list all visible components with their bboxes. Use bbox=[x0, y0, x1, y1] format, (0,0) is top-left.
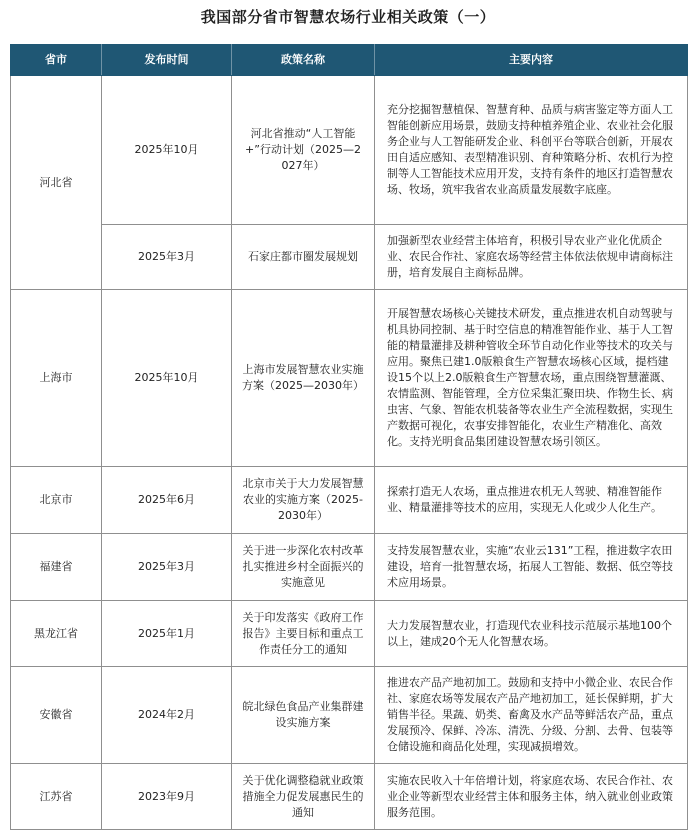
province-cell: 黑龙江省 bbox=[11, 601, 102, 667]
date-cell: 2025年1月 bbox=[102, 601, 232, 667]
province-cell: 福建省 bbox=[11, 534, 102, 601]
table-row bbox=[11, 467, 688, 534]
content-cell: 充分挖掘智慧植保、智慧育种、品质与病害鉴定等方面人工智能创新应用场景，鼓励支持种植养殖企业、农业社会化服务企业与人工智能研发企业、科创平台等联合创新，开展农田自适应感知、表型精准识别、育种策略分析、农机行为控制等人工智能技术应用开发，支持有条件的地区打造智慧农场、牧场，筑牢我省农业高质量发展数字底座。 bbox=[375, 76, 688, 225]
date-cell: 2025年10月 bbox=[102, 290, 232, 467]
header-province: 省市 bbox=[11, 45, 102, 76]
province-cell: 上海市 bbox=[11, 290, 102, 467]
content-cell: 推进农产品产地初加工。鼓励和支持中小微企业、农民合作社、家庭农场等发展农产品产地初加工，延长保鲜期，扩大销售半径。果蔬、奶类、畜禽及水产品等鲜活农产品，重点发展预冷、保鲜、冷冻、清洗、分级、分割、去骨、包装等仓储设施和商品化处理，实现减损增效。 bbox=[375, 667, 688, 764]
policy-name-cell: 石家庄都市圈发展规划 bbox=[232, 225, 375, 290]
province-cell: 安徽省 bbox=[11, 667, 102, 764]
table-row bbox=[11, 764, 688, 830]
content-cell: 支持发展智慧农业，实施“农业云131”工程，推进数字农田建设，培育一批智慧农场，拓展人工智能、数据、低空等技术应用场景。 bbox=[375, 534, 688, 601]
content-cell: 大力发展智慧农业，打造现代农业科技示范展示基地100个以上，建成20个无人化智慧农场。 bbox=[375, 601, 688, 667]
page-title: 我国部分省市智慧农场行业相关政策（一） bbox=[200, 8, 496, 26]
province-cell: 江苏省 bbox=[11, 764, 102, 830]
content-cell: 加强新型农业经营主体培育，积极引导农业产业化优质企业、农民合作社、家庭农场等经营主体依法依规申请商标注册，培育发展自主商标品牌。 bbox=[375, 225, 688, 290]
province-cell: 河北省 bbox=[11, 76, 102, 290]
date-cell: 2025年6月 bbox=[102, 467, 232, 534]
header-policy-name: 政策名称 bbox=[232, 45, 375, 76]
table-row bbox=[11, 534, 688, 601]
province-cell: 北京市 bbox=[11, 467, 102, 534]
date-cell: 2025年3月 bbox=[102, 534, 232, 601]
date-cell: 2024年2月 bbox=[102, 667, 232, 764]
date-cell: 2025年10月 bbox=[102, 76, 232, 225]
policy-name-cell: 关于优化调整稳就业政策措施全力促发展惠民生的通知 bbox=[232, 764, 375, 830]
table-row bbox=[11, 290, 688, 467]
policy-name-cell: 北京市关于大力发展智慧农业的实施方案（2025-2030年） bbox=[232, 467, 375, 534]
header-date: 发布时间 bbox=[102, 45, 232, 76]
policy-name-cell: 上海市发展智慧农业实施方案（2025—2030年） bbox=[232, 290, 375, 467]
date-cell: 2023年9月 bbox=[102, 764, 232, 830]
table-header-row bbox=[11, 45, 688, 76]
table-row bbox=[11, 76, 688, 225]
policy-name-cell: 关于印发落实《政府工作报告》主要目标和重点工作责任分工的通知 bbox=[232, 601, 375, 667]
table-row bbox=[11, 601, 688, 667]
date-cell: 2025年3月 bbox=[102, 225, 232, 290]
content-cell: 探索打造无人农场，重点推进农机无人驾驶、精准智能作业、精量灌排等技术的应用，实现无人化或少人化生产。 bbox=[375, 467, 688, 534]
policy-table bbox=[10, 44, 688, 830]
content-cell: 实施农民收入十年倍增计划，将家庭农场、农民合作社、农业企业等新型农业经营主体和服务主体，纳入就业创业政策服务范围。 bbox=[375, 764, 688, 830]
table-row bbox=[11, 225, 688, 290]
header-content: 主要内容 bbox=[375, 45, 688, 76]
content-cell: 开展智慧农场核心关键技术研发，重点推进农机自动驾驶与机具协同控制、基于时空信息的精准智能作业、基于人工智能的精量灌排及耕种管收全环节自动化作业等技术的攻关与应用。聚焦已建1.0版粮食生产智慧农场核心区域，提档建设15个以上2.0版粮食生产智慧农场，重点围绕智慧灌溉、农情监测、智能管理，全方位采集汇聚田块、作物生长、病虫害、气象、智能农机装备等农业生产全流程数据，实现生产数据可视化，农事安排智能化，农业生产精准化、高效化。支持光明食品集团建设智慧农场引领区。 bbox=[375, 290, 688, 467]
policy-name-cell: 皖北绿色食品产业集群建设实施方案 bbox=[232, 667, 375, 764]
policy-name-cell: 河北省推动“人工智能+”行动计划（2025—2027年） bbox=[232, 76, 375, 225]
table-row bbox=[11, 667, 688, 764]
policy-name-cell: 关于进一步深化农村改革扎实推进乡村全面振兴的实施意见 bbox=[232, 534, 375, 601]
